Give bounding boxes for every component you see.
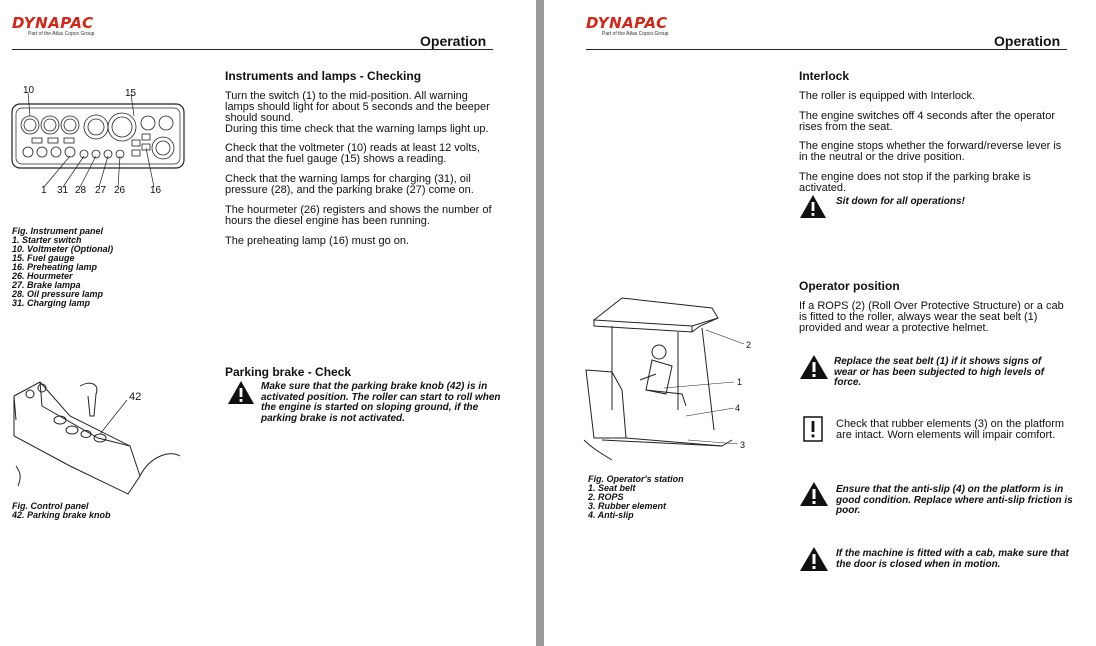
fig-label-1: 1	[41, 185, 47, 196]
warning-triangle-icon	[799, 546, 829, 572]
section-title-right: Operation	[994, 33, 1061, 49]
instrument-panel-figure	[8, 82, 188, 200]
warning-triangle-icon	[227, 380, 255, 405]
interlock-heading: Interlock	[799, 69, 850, 83]
instrument-panel-caption: Fig. Instrument panel 1. Starter switch 10. Voltmeter (Optional) 15. Fuel gauge 16. Preheating lamp 26. Hourmeter 27. Brake lampa 28. Oil pressure lamp 31. Charging lamp	[12, 226, 114, 308]
parking-brake-heading: Parking brake - Check	[225, 365, 352, 379]
fig-label-27: 27	[95, 185, 107, 196]
warning-triangle-icon	[799, 354, 829, 380]
operator-position-paragraph: If a ROPS (2) (Roll Over Protective Structure) or a cab is fitted to the roller, always wear the seat belt (1) provided and wear a protective helmet.	[799, 300, 1064, 334]
page-divider	[536, 0, 544, 646]
instruments-paragraph-1: Turn the switch (1) to the mid-position. All warning lamps should light for about 5 seconds and the beeper should sound. During this time check that the warning lamps light up.	[225, 90, 490, 135]
fig-label-1-right: 1	[737, 377, 743, 387]
fig-label-4: 4	[735, 403, 741, 413]
interlock-paragraph-3: The engine stops whether the forward/reverse lever is in the neutral or the drive position.	[799, 140, 1062, 163]
anti-slip-warning: Ensure that the anti-slip (4) on the platform is in good condition. Replace where anti-slip friction is poor.	[836, 484, 1073, 516]
operator-station-figure	[582, 290, 752, 462]
fig-label-3: 3	[740, 440, 746, 450]
instruments-paragraph-5: The preheating lamp (16) must go on.	[225, 235, 410, 247]
cab-door-warning: If the machine is fitted with a cab, make sure that the door is closed when in motion.	[836, 548, 1069, 570]
warning-triangle-icon	[799, 194, 827, 219]
operator-position-heading: Operator position	[799, 279, 900, 293]
fig-label-10: 10	[23, 85, 35, 96]
dynapac-logo-right: DYNAPAC	[586, 14, 668, 32]
seat-belt-warning: Replace the seat belt (1) if it shows signs of wear or has been subjected to high levels of force.	[834, 356, 1045, 388]
control-panel-figure	[10, 376, 180, 500]
instruments-paragraph-3: Check that the warning lamps for charging (31), oil pressure (28), and the parking brake (27) come on.	[225, 173, 474, 196]
interlock-paragraph-2: The engine switches off 4 seconds after the operator rises from the seat.	[799, 110, 1056, 133]
logo-tagline-right: Part of the Atlas Copco Group	[602, 31, 669, 37]
control-panel-caption: Fig. Control panel 42. Parking brake knob	[12, 501, 111, 520]
fig-label-31: 31	[57, 185, 69, 196]
instruments-heading: Instruments and lamps - Checking	[225, 69, 422, 83]
right-page	[544, 0, 1096, 646]
section-title: Operation	[420, 33, 487, 49]
left-page	[0, 0, 536, 646]
warning-triangle-icon	[799, 481, 829, 507]
parking-brake-warning: Make sure that the parking brake knob (42) is in activated position. The roller can start to roll when the engine is started on sloping ground, if the parking brake is not activated.	[261, 381, 501, 424]
fig-label-28: 28	[75, 185, 87, 196]
fig-label-26: 26	[114, 185, 126, 196]
header-rule	[12, 49, 493, 50]
instruments-paragraph-4: The hourmeter (26) registers and shows the number of hours the diesel engine has been running.	[225, 204, 492, 227]
fig-label-15: 15	[125, 88, 137, 99]
interlock-warning: Sit down for all operations!	[836, 196, 965, 207]
fig-label-2: 2	[746, 340, 752, 350]
logo-tagline: Part of the Atlas Copco Group	[28, 31, 95, 37]
interlock-paragraph-1: The roller is equipped with Interlock.	[799, 90, 976, 102]
rubber-elements-notice: Check that rubber elements (3) on the platform are intact. Worn elements will impair comfort.	[836, 418, 1065, 441]
exclamation-box-icon	[803, 416, 823, 442]
instruments-paragraph-2: Check that the voltmeter (10) reads at least 12 volts, and that the fuel gauge (15) shows a reading.	[225, 142, 480, 165]
operator-station-caption: Fig. Operator's station 1. Seat belt 2. ROPS 3. Rubber element 4. Anti-slip	[588, 474, 684, 520]
interlock-paragraph-4: The engine does not stop if the parking brake is activated.	[799, 171, 1031, 194]
fig-label-16: 16	[150, 185, 162, 196]
dynapac-logo: DYNAPAC	[12, 14, 94, 32]
header-rule-right	[586, 49, 1067, 50]
fig-label-42: 42	[129, 391, 142, 403]
